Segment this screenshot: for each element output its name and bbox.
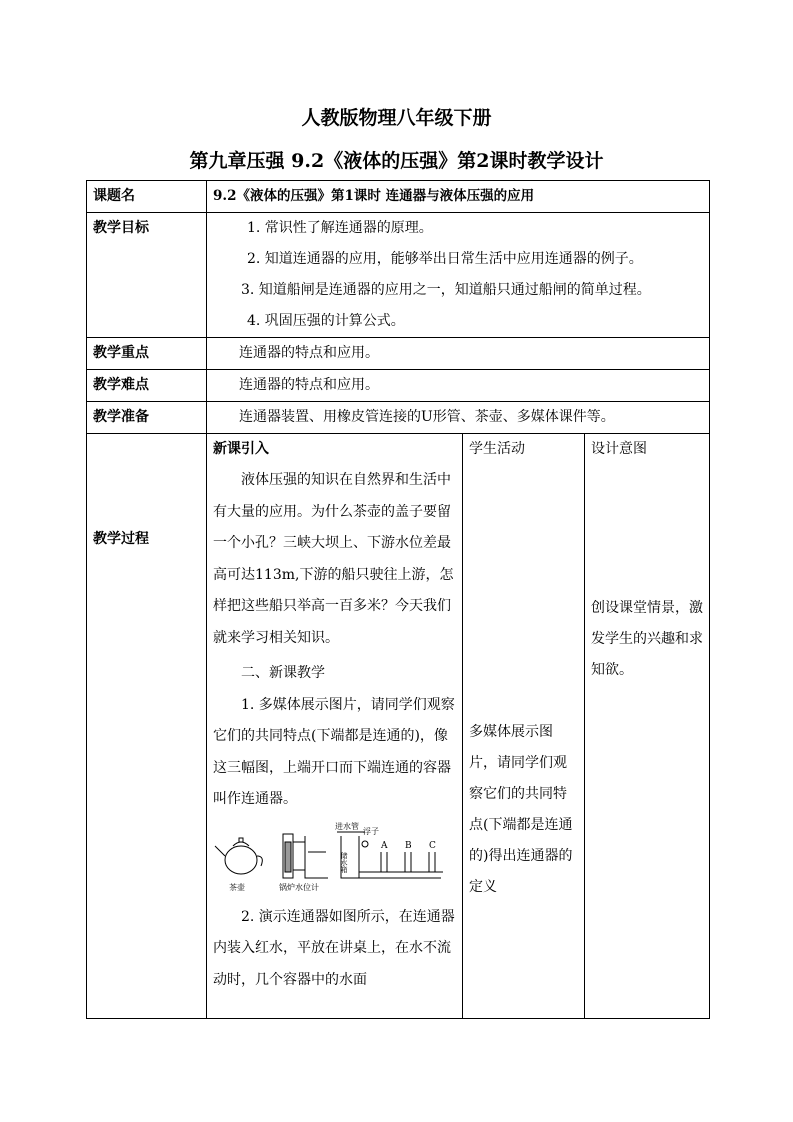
goals-label: 教学目标 bbox=[87, 213, 207, 338]
student-text: 多媒体展示图片，请同学们观察它们的共同特点(下端都是连通的)得出连通器的定义 bbox=[469, 724, 573, 895]
step1-text: 1. 多媒体展示图片，请同学们观察它们的共同特点(下端都是连通的)，像这三幅图，上端开口而下端连通的容器叫作连通器。 bbox=[213, 696, 455, 807]
teapot-illustration bbox=[215, 838, 262, 874]
design-heading: 设计意图 bbox=[591, 441, 647, 457]
student-activity-cell bbox=[463, 434, 585, 1019]
intro-text: 液体压强的知识在自然界和生活中有大量的应用。为什么茶壶的盖子要留一个小孔？三峡大坝上、下游水位差最高可达113m,下游的船只驶往上游，怎样把这些船只举高一百多米？今天我们就来学习相关知识。 bbox=[213, 472, 454, 646]
boiler-label: 锅炉水位计 bbox=[279, 882, 319, 892]
water-tank-illustration bbox=[337, 832, 443, 878]
prep-row bbox=[87, 402, 710, 434]
new-lesson-heading: 二、新课教学 bbox=[241, 665, 325, 681]
inlet-label: 进水管 bbox=[335, 821, 359, 831]
goal-item: 4. 巩固压强的计算公式。 bbox=[247, 313, 405, 329]
difficulty-value: 连通器的特点和应用。 bbox=[207, 370, 710, 402]
vessel-a-label: A bbox=[381, 840, 388, 851]
topic-label: 课题名 bbox=[87, 181, 207, 213]
lesson-plan-table bbox=[86, 180, 710, 1019]
goal-item: 1. 常识性了解连通器的原理。 bbox=[247, 220, 433, 236]
float-label: 浮子 bbox=[363, 826, 379, 836]
design-intent-cell bbox=[585, 434, 710, 1019]
boiler-illustration bbox=[283, 834, 328, 878]
vessel-c-label: C bbox=[429, 840, 436, 851]
key-value: 连通器的特点和应用。 bbox=[207, 338, 710, 370]
teapot-label: 茶壶 bbox=[229, 882, 245, 892]
key-label: 教学重点 bbox=[87, 338, 207, 370]
prep-label: 教学准备 bbox=[87, 402, 207, 434]
topic-value: 9.2《液体的压强》第1课时 连通器与液体压强的应用 bbox=[207, 181, 710, 213]
difficulty-row bbox=[87, 370, 710, 402]
step2-text: 2. 演示连通器如图所示，在连通器内装入红水，平放在讲桌上，在水不流动时，几个容器中的水面 bbox=[213, 908, 455, 988]
document-title: 人教版物理八年级下册 bbox=[301, 107, 492, 129]
key-row bbox=[87, 338, 710, 370]
process-content bbox=[207, 434, 463, 1019]
intro-heading: 新课引入 bbox=[213, 441, 269, 457]
document-subtitle: 第九章压强 9.2《液体的压强》第2课时教学设计 bbox=[189, 150, 604, 172]
connected-vessels-figure bbox=[213, 822, 457, 894]
vessel-b-label: B bbox=[405, 840, 412, 851]
student-heading: 学生活动 bbox=[469, 441, 525, 457]
tank-label: 储水箱 bbox=[340, 851, 348, 873]
difficulty-label: 教学难点 bbox=[87, 370, 207, 402]
process-label: 教学过程 bbox=[87, 434, 207, 1019]
process-row bbox=[87, 434, 710, 1019]
goal-item: 3. 知道船闸是连通器的应用之一，知道船只通过船闸的简单过程。 bbox=[241, 282, 651, 298]
goals-row bbox=[87, 213, 710, 338]
prep-value: 连通器装置、用橡皮管连接的U形管、茶壶、多媒体课件等。 bbox=[207, 402, 710, 434]
goal-item: 2. 知道连通器的应用，能够举出日常生活中应用连通器的例子。 bbox=[247, 251, 643, 267]
topic-row bbox=[87, 181, 710, 213]
design-text: 创设课堂情景，激发学生的兴趣和求知欲。 bbox=[591, 600, 703, 678]
goals-cell bbox=[207, 213, 710, 338]
